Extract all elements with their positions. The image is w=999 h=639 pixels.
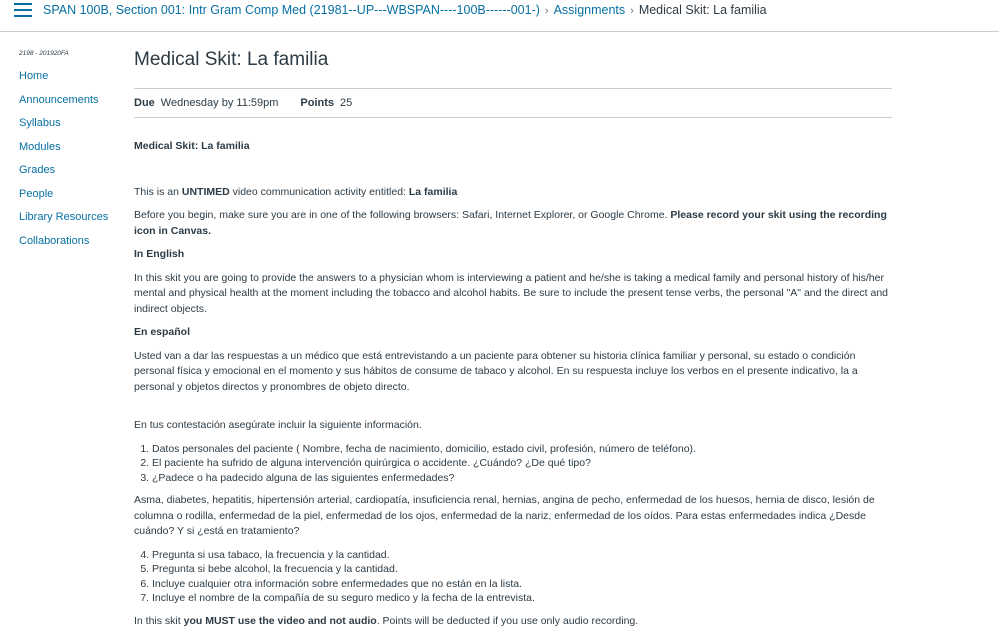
browsers-paragraph bbox=[134, 208, 892, 239]
spanish-paragraph: Usted van a dar las respuestas a un médico que está entrevistando a un paciente para obtener su historia clínica familiar y personal, su estado o condición personal física y emocional en el momento y sus hábitos de consume de tabaco y alcohol. En su respuesta incluye los verbos en el presente indicativo, la a personal y objetos directos y pronombres de objeto directo. bbox=[134, 349, 858, 393]
sidebar-item-people[interactable]: People bbox=[19, 187, 54, 200]
list-item: 5. Pregunta si bebe alcohol, la frecuencia y la cantidad. bbox=[152, 562, 892, 577]
page-title: Medical Skit: La familia bbox=[134, 49, 329, 70]
intro-paragraph bbox=[134, 185, 892, 201]
sidebar-item-home[interactable]: Home bbox=[19, 70, 49, 82]
sidebar-item-modules[interactable]: Modules bbox=[19, 140, 61, 153]
closing-text-end: . Points will be deducted if you use only audio recording. bbox=[376, 614, 639, 627]
due-value: Wednesday by 11:59pm bbox=[160, 97, 279, 109]
term-label: 2198 - 201920FA bbox=[19, 50, 69, 57]
assignment-content bbox=[134, 48, 892, 629]
diseases-paragraph: Asma, diabetes, hepatitis, hipertensión arterial, cardiopatía, insuficiencia renal, hernias, angina de pecho, enfermedad de los huesos, hernia de disco, lesión de columna o rodilla, enfermedad de la piel, enfermedad de los ojos, enfermedad de la nariz, enfermedad de los oídos. Para estas enfermedades indica ¿Desde cuándo? Y si ¿está en tratamiento? bbox=[134, 494, 875, 537]
closing-paragraph bbox=[134, 614, 892, 630]
list-item: 7. Incluye el nombre de la compañía de su seguro medico y la fecha de la entrevista. bbox=[152, 591, 892, 606]
info-list-1 bbox=[134, 442, 892, 486]
list-item: 1. Datos personales del paciente ( Nombre, fecha de nacimiento, domicilio, estado civil, profesión, número de teléfono). bbox=[152, 442, 892, 457]
chevron-right-icon: › bbox=[544, 5, 549, 17]
english-heading: In English bbox=[134, 248, 185, 260]
description-heading: Medical Skit: La familia bbox=[134, 140, 250, 152]
top-bar bbox=[0, 0, 999, 32]
assignment-meta bbox=[134, 88, 892, 118]
sidebar-item-announcements[interactable]: Announcements bbox=[19, 93, 99, 106]
list-item: 4. Pregunta si usa tabaco, la frecuencia y la cantidad. bbox=[152, 548, 892, 563]
browsers-text: Before you begin, make sure you are in one of the following browsers: Safari, Internet Explorer, or Google Chrome. bbox=[134, 209, 671, 221]
list-item: 6. Incluye cualquier otra información sobre enfermedades que no están en la lista. bbox=[152, 577, 892, 592]
include-intro: En tus contestación asegúrate incluir la siguiente información. bbox=[134, 419, 422, 431]
spanish-heading: En español bbox=[134, 326, 191, 338]
assignment-description bbox=[134, 118, 892, 629]
chevron-right-icon: › bbox=[630, 5, 634, 17]
sidebar-item-grades[interactable]: Grades bbox=[19, 164, 56, 176]
intro-title: La familia bbox=[408, 185, 458, 198]
sidebar-item-syllabus[interactable]: Syllabus bbox=[19, 117, 61, 129]
breadcrumb-current: Medical Skit: La familia bbox=[638, 3, 767, 17]
intro-text: This is an bbox=[134, 185, 182, 198]
intro-untimed: UNTIMED bbox=[181, 185, 230, 198]
breadcrumb bbox=[43, 3, 767, 17]
browsers-note: Please record your skit using the recording icon in Canvas. bbox=[134, 209, 887, 237]
points-label: Points bbox=[300, 97, 335, 109]
english-paragraph: In this skit you are going to provide the answers to a physician whom is interviewing a patient and he/she is taking a medical family and personal history of his/her mental and physical health at the moment including the tobacco and alcohol habits. Be sure to include the present tense verbs, the personal "A" and the direct and indirect objects. bbox=[134, 271, 889, 315]
closing-emphasis: you MUST use the video and not audio bbox=[183, 614, 377, 627]
sidebar-item-library-resources[interactable]: Library Resources bbox=[19, 211, 109, 223]
breadcrumb-course-link[interactable]: SPAN 100B, Section 001: Intr Gram Comp Med (21981--UP---WBSPAN----100B------001-) bbox=[43, 3, 540, 17]
closing-text: In this skit bbox=[134, 614, 184, 627]
points-value: 25 bbox=[340, 97, 353, 109]
breadcrumb-assignments-link[interactable]: Assignments bbox=[553, 3, 626, 17]
sidebar-item-collaborations[interactable]: Collaborations bbox=[19, 234, 90, 247]
list-item: 3. ¿Padece o ha padecido alguna de las siguientes enfermedades? bbox=[152, 471, 892, 486]
course-navigation bbox=[19, 50, 119, 258]
list-item: 2. El paciente ha sufrido de alguna intervención quirúrgica o accidente. ¿Cuándo? ¿De qué tipo? bbox=[152, 456, 892, 471]
hamburger-menu-icon[interactable] bbox=[14, 3, 32, 17]
intro-text-mid: video communication activity entitled: bbox=[229, 185, 409, 198]
info-list-2 bbox=[134, 548, 892, 606]
due-label: Due bbox=[134, 97, 155, 109]
